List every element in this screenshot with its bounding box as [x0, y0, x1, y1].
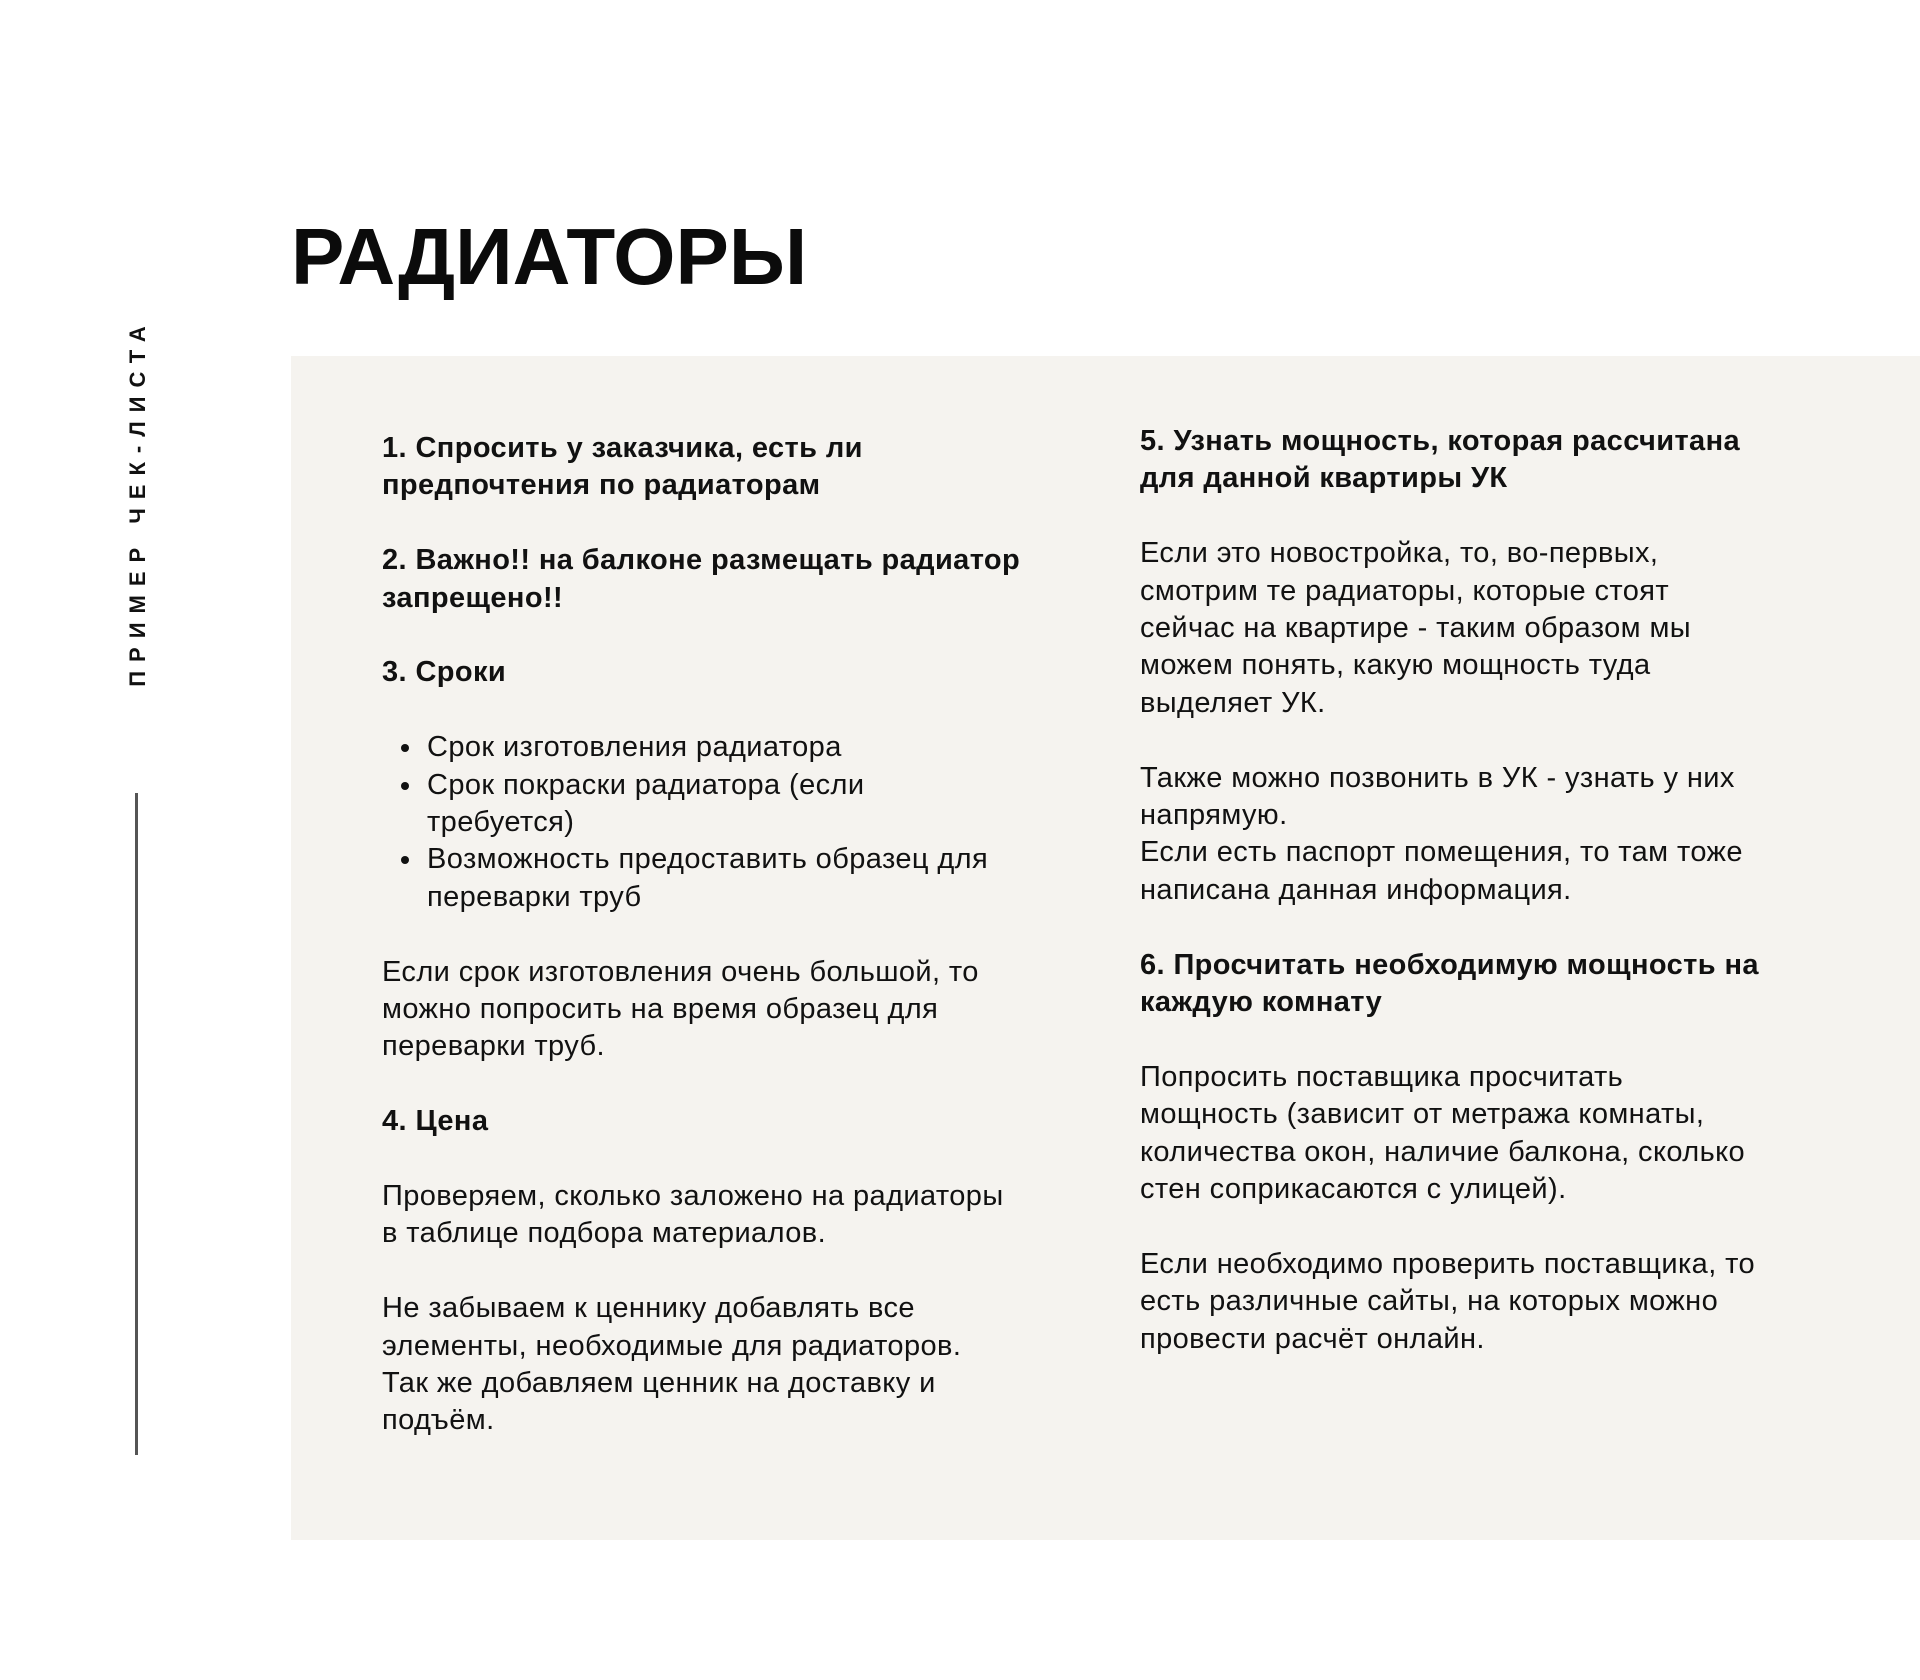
list-item: Срок изготовления радиатора: [382, 729, 1102, 766]
paragraph: Если необходимо проверить поставщика, то есть различные сайты, на которых можно провести расчёт онлайн.: [1140, 1247, 1756, 1355]
right-column: [1140, 423, 1860, 1395]
paragraph: Если это новостройка, то, во-первых, смотрим те радиаторы, которые стоят сейчас на квартире - таким образом мы можем понять, какую мощность туда выделяет УК.: [1140, 537, 1692, 719]
paragraph: Также можно позвонить в УК - узнать у них напрямую. Если есть паспорт помещения, то там тоже написана данная информация.: [1140, 761, 1743, 906]
section-heading-3: 3. Сроки: [382, 656, 507, 689]
side-label: ПРИМЕР ЧЕК-ЛИСТА: [125, 317, 150, 687]
side-divider-line: [135, 793, 138, 1455]
list-item: Возможность предоставить образец для переварки труб: [382, 841, 1102, 916]
paragraph: Попросить поставщика просчитать мощность (зависит от метража комнаты, количества окон, наличие балкона, сколько стен соприкасаются с улицей).: [1140, 1060, 1746, 1206]
page-title: РАДИАТОРЫ: [291, 212, 808, 301]
paragraph: Не забываем к ценнику добавлять все элементы, необходимые для радиаторов. Так же добавляем ценник на доставку и подъём.: [382, 1292, 962, 1437]
paragraph: Если срок изготовления очень большой, то можно попросить на время образец для переварки труб.: [382, 955, 979, 1063]
section-heading-6: 6. Просчитать необходимую мощность на каждую комнату: [1140, 948, 1759, 1019]
left-column: [382, 430, 1102, 1477]
section-heading-1: 1. Спросить у заказчика, есть ли предпочтения по радиаторам: [382, 432, 863, 502]
section-heading-4: 4. Цена: [382, 1105, 489, 1138]
section-heading-5: 5. Узнать мощность, которая рассчитана для данной квартиры УК: [1140, 425, 1741, 495]
section-heading-2: 2. Важно!! на балконе размещать радиатор запрещено!!: [382, 544, 1021, 614]
list-item: Срок покраски радиатора (если требуется): [382, 767, 1102, 842]
paragraph: Проверяем, сколько заложено на радиаторы в таблице подбора материалов.: [382, 1180, 1004, 1250]
terms-list: [382, 729, 1102, 916]
